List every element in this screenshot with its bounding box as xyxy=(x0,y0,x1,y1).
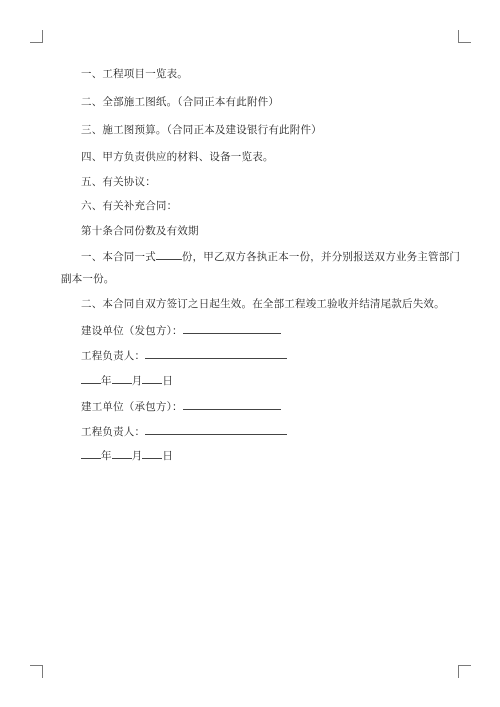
party-b-person-blank xyxy=(145,423,287,435)
clause-1-part-b: 份，甲乙双方各执正本一份，并分别报送双方业务主管部门 xyxy=(181,251,461,263)
party-b-person-label: 工程负责人： xyxy=(81,426,146,438)
crop-mark-bottom-right xyxy=(458,665,471,678)
clause-2: 二、本合同自双方签订之日起生效。在全部工程竣工验收并结清尾款后失效。 xyxy=(81,298,445,310)
clause-1-part-a: 一、本合同一式 xyxy=(81,251,156,263)
copies-blank xyxy=(156,248,182,260)
party-a-unit-blank xyxy=(183,322,281,334)
party-b-person xyxy=(81,423,287,439)
annex-item-4: 四、甲方负责供应的材料、设备一览表。 xyxy=(81,151,274,163)
party-b-year-blank xyxy=(81,447,101,459)
party-a-month-blank xyxy=(112,372,132,384)
party-a-year: 年 xyxy=(101,375,112,387)
annex-item-5: 五、有关协议： xyxy=(81,176,156,188)
party-b-day: 日 xyxy=(162,450,174,462)
article-title: 第十条合同份数及有效期 xyxy=(81,225,199,237)
party-b-year: 年 xyxy=(101,450,112,462)
party-a-unit xyxy=(81,322,281,338)
party-a-day: 日 xyxy=(162,375,174,387)
party-b-month: 月 xyxy=(131,450,143,462)
party-b-month-blank xyxy=(112,447,132,459)
party-b-unit-label: 建工单位（承包方）： xyxy=(81,401,183,413)
party-b-unit-blank xyxy=(183,398,281,410)
clause-1-line-1 xyxy=(81,248,460,264)
party-b-unit xyxy=(81,398,281,414)
party-b-day-blank xyxy=(142,447,162,459)
crop-mark-bottom-left xyxy=(30,665,43,678)
party-a-person xyxy=(81,347,287,363)
annex-item-3: 三、施工图预算。（合同正本及建设银行有此附件） xyxy=(81,124,322,136)
party-a-person-label: 工程负责人： xyxy=(81,350,146,362)
party-a-date xyxy=(81,372,173,388)
clause-1-line-2: 副本一份。 xyxy=(61,273,115,285)
party-a-person-blank xyxy=(145,347,287,359)
crop-mark-top-left xyxy=(30,30,43,43)
annex-item-1: 一、工程项目一览表。 xyxy=(81,68,188,80)
crop-mark-top-right xyxy=(458,30,471,43)
party-a-unit-label: 建设单位（发包方）： xyxy=(81,325,183,337)
party-a-year-blank xyxy=(81,372,101,384)
party-b-date xyxy=(81,447,173,463)
annex-item-2: 二、全部施工图纸。（合同正本有此附件） xyxy=(81,96,280,108)
party-a-day-blank xyxy=(142,372,162,384)
party-a-month: 月 xyxy=(131,375,143,387)
annex-item-6: 六、有关补充合同： xyxy=(81,200,178,212)
